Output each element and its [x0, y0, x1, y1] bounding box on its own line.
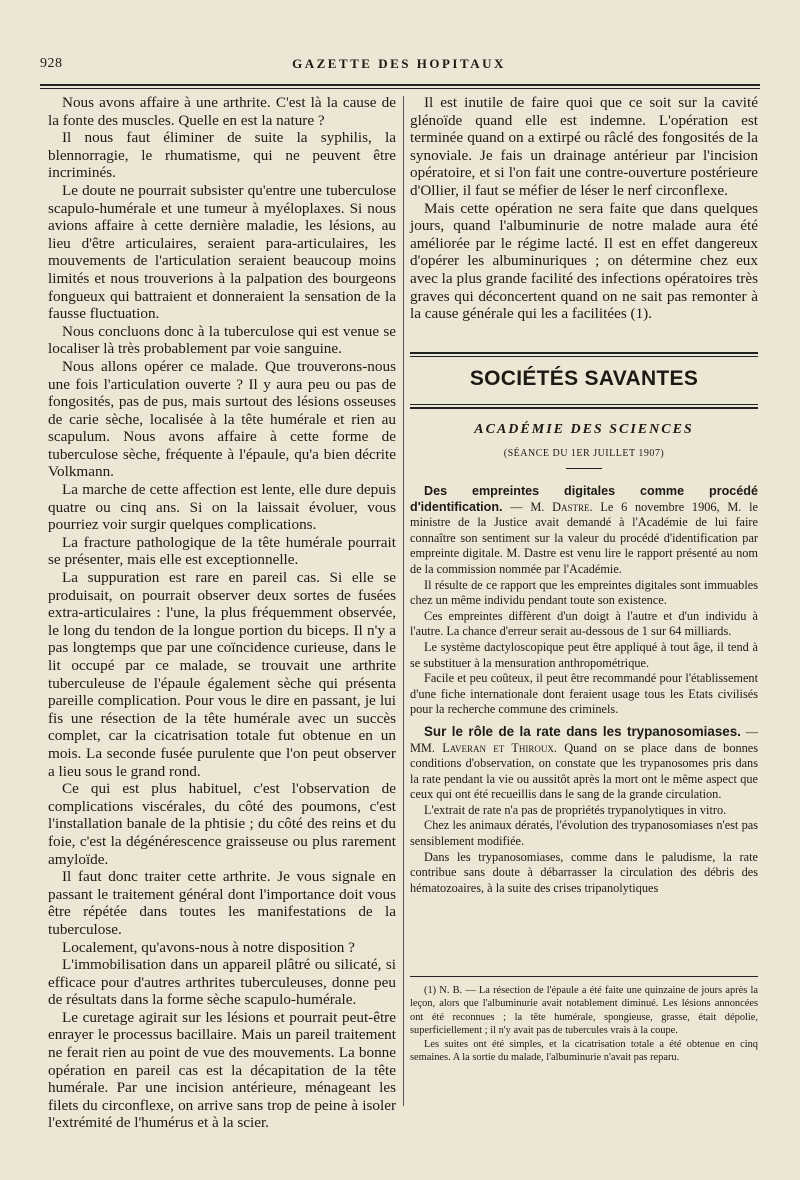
paragraph: Il est inutile de faire quoi que ce soit sur la cavité glénoïde quand elle est indemne. L'opération est terminée quand on a extirpé ou râclé des fongosités de la synoviale. Je fais un drainage antérieur par l'incision opératoire, et si l'on fait une contre-ouverture postérieure d'Ollier, il faut se méfier de léser le nerf circonflexe. [410, 94, 758, 199]
footnote-rule [410, 976, 758, 977]
article-title: Sur le rôle de la rate dans les trypanosomiases. [424, 723, 741, 739]
paragraph: Il nous faut éliminer de suite la syphilis, la blennorragie, le rhumatisme, qui ne peuvent être incriminés. [48, 129, 396, 182]
paragraph: Ces empreintes diffèrent d'un doigt à l'autre et d'un individu à l'autre. La chance d'erreur serait au-dessous de 1 sur 64 milliards. [410, 608, 758, 639]
article-text: Le 6 novembre 1906, M. le ministre de la Justice avait demandé à l'Académie de lui faire connaître son sentiment sur la valeur du procédé d'identification par empreinte digitale. M. Dastre est venu lire le rapport présenté au nom de la commission nommée par l'Académie. [410, 499, 759, 576]
paragraph: L'immobilisation dans un appareil plâtré ou silicaté, si efficace pour d'autres arthrites tuberculeuses, donne peu de résultats dans la forme sèche scapulo-humérale. [48, 956, 396, 1009]
academy-title: ACADÉMIE DES SCIENCES [474, 422, 694, 437]
section-rule-bottom-thick [410, 407, 758, 409]
paragraph: La fracture pathologique de la tête humérale pourrait se présenter, mais elle est exceptionnelle. [48, 533, 396, 569]
right-column-continuation [410, 94, 758, 323]
seance-short-rule [566, 468, 602, 469]
paragraph: Dans les trypanosomiases, comme dans le paludisme, la rate contribue sans doute à débarrasser la circulation des débris des hématozoaires, à la suite des crises tripanolytiques [410, 849, 758, 895]
paragraph: Nous allons opérer ce malade. Que trouverons-nous une fois l'articulation ouverte ? Il y aura peu ou pas de fongosités, pas de pus, mais surtout des lésions osseuses de carie sèche, localisée à la tête humérale et rien au scapulum. Nous avons affaire à cette forme de tuberculose sèche, fréquente à l'épaule, qu'a bien décrite Volkmann. [48, 357, 396, 481]
paragraph: Mais cette opération ne sera faite que dans quelques jours, quand l'albuminurie de notre malade aura été améliorée par le régime lacté. Il est en effet dangereux d'opérer les albuminuriques ; on détermine chez eux avec la plus grande facilité des infections opératoires très graves qui déconcertent quand on ne sait pas remonter à la cause générale qui les a facilitées (1). [410, 199, 758, 323]
academy-reports [410, 484, 758, 896]
seance-date: (SÉANCE DU 1ER JUILLET 1907) [503, 448, 665, 459]
article-title: Des empreintes digitales comme procédé d'identification. [410, 484, 758, 514]
paragraph: Le système dactyloscopique peut être appliqué à tout âge, il tend à se substituer à la mensuration anthropométrique. [410, 639, 758, 670]
paragraph: Le curetage agirait sur les lésions et pourrait peut-être enrayer le processus bacillaire. Mais un pareil traitement ne ferait rien au point de vue des mouvements. La bonne opération en pareil cas est la décapitation de la tête humérale. Par une incision antérieure, ménageant les filets du circonflexe, on arrive sans trop de peine à isoler l'extrémité de l'humérus et à la scier. [48, 1008, 396, 1132]
paragraph: Il faut donc traiter cette arthrite. Je vous signale en passant le traitement général dont l'importance doit vous être répétée dans toutes les manifestations de la tuberculose. [48, 868, 396, 938]
header-rule-thin [40, 88, 760, 89]
paragraph: Il résulte de ce rapport que les empreintes digitales sont immuables chez un même individu pendant toute son existence. [410, 577, 758, 608]
header-rule-thick [40, 84, 760, 86]
article-author: M. Dastre. [530, 499, 593, 514]
paragraph: Facile et peu coûteux, il peut être recommandé pour l'établissement d'une fiche internationale dont feraient usage tous les Etats civilisés pour la recherche commune des criminels. [410, 671, 758, 717]
page-header [40, 56, 758, 82]
paragraph: La suppuration est rare en pareil cas. Si elle se produisait, on pourrait observer deux sortes de fusées extra-articulaires : l'une, la plus fréquemment observée, le long du tendon de la longue portion du biceps. Il n'y a pas longtemps que par une coïncidence curieuse, dans le lit occupé par ce malade, se trouvait une arthrite tuberculeuse de l'épaule également sèche qui présenta pareille complication. Pour vous le dire en passant, je lui fis une résection de la tête humérale avec un succès complet, car la cicatrisation totale fut obtenue en un mois. La seconde fusée purulente que l'on peut observer a lieu sous le grand rond. [48, 569, 396, 780]
footnote-paragraph: (1) N. B. — La résection de l'épaule a été faite une quinzaine de jours après la leçon, alors que l'albuminurie avait notablement diminué. Les lésions annoncées ont été reconnues ; la tête humérale, spongieuse, grasse, était dépolie, superficiellement ; il n'y avait pas de tubercules vrais à la coupe. [410, 985, 758, 1037]
paragraph: Ce qui est plus habituel, c'est l'observation de complications viscérales, du côté des poumons, c'est l'installation banale de la phtisie ; du côté des reins et du foie, c'est la dégénérescence graisseuse ou plus rarement amyloïde. [48, 780, 396, 868]
article-paragraph: Des empreintes digitales comme procédé d'identification. — M. Dastre. Le 6 novembre 1906, M. le ministre de la Justice avait demandé à l'Académie de lui faire connaître son sentiment sur la valeur du procédé d'identification par empreinte digitale. M. Dastre est venu lire le rapport présenté au nom de la commission nommée par l'Académie. [410, 484, 759, 576]
paragraph: La marche de cette affection est lente, elle dure depuis quatre ou cinq ans. Si on la laissait évoluer, vous pourriez voir surgir quelques complications. [48, 481, 396, 534]
section-title: SOCIÉTÉS SAVANTES [469, 367, 699, 390]
column-divider [403, 96, 404, 1106]
left-column [48, 94, 396, 1132]
journal-title: GAZETTE DES HOPITAUX [292, 56, 506, 71]
footnote-paragraph: Les suites ont été simples, et la cicatrisation totale a été obtenue en cinq semaines. A la sortie du malade, l'albuminurie n'avait pas reparu. [410, 1038, 758, 1064]
section-rule-top-thick [410, 352, 758, 354]
paragraph: Nous avons affaire à une arthrite. C'est là la cause de la fonte des muscles. Quelle en est la nature ? [48, 94, 396, 129]
section-rule-bottom [410, 404, 758, 405]
article-paragraph: Sur le rôle de la rate dans les trypanosomiases. — MM. Laveran et Thiroux. Quand on se place dans de bonnes conditions d'observation, on constate que les trypanosomes pris dans la rate pendant la vie ou aussitôt après la mort ont le même aspect que ceux qui ont été recueillis dans le sang de la grande circulation. [410, 723, 759, 802]
article-text: Quand on se place dans de bonnes conditions d'observation, on constate que les trypanosomes pris dans la rate pendant la vie ou aussitôt après la mort ont le même aspect que ceux qui ont été recueillis dans le sang de la grande circulation. [410, 740, 759, 802]
paragraph: L'extrait de rate n'a pas de propriétés trypanolytiques in vitro. [424, 802, 727, 817]
page-number: 928 [40, 56, 63, 71]
paragraph: Localement, qu'avons-nous à notre disposition ? [62, 938, 355, 956]
footnote [410, 984, 758, 1064]
section-rule-top-thin [410, 356, 758, 357]
article-author: MM. Laveran et Thiroux. [410, 740, 557, 755]
paragraph: Nous concluons donc à la tuberculose qui est venue se localiser là très probablement par voie sanguine. [48, 322, 396, 358]
paragraph: Le doute ne pourrait subsister qu'entre une tuberculose scapulo-humérale et une tumeur à myéloplaxes. Si nous avions affaire à cette dernière maladie, les lésions, au lieu d'être articulaires, seraient para-articulaires, les mouvements de l'articulation seraient beaucoup moins limités et nous trouverions à la palpation des bourgeons fongueux qui battraient et donneraient la sensation de la fausse fluctuation. [48, 181, 396, 323]
paragraph: Chez les animaux dératés, l'évolution des trypanosomiases n'est pas sensiblement modifiée. [410, 818, 758, 849]
